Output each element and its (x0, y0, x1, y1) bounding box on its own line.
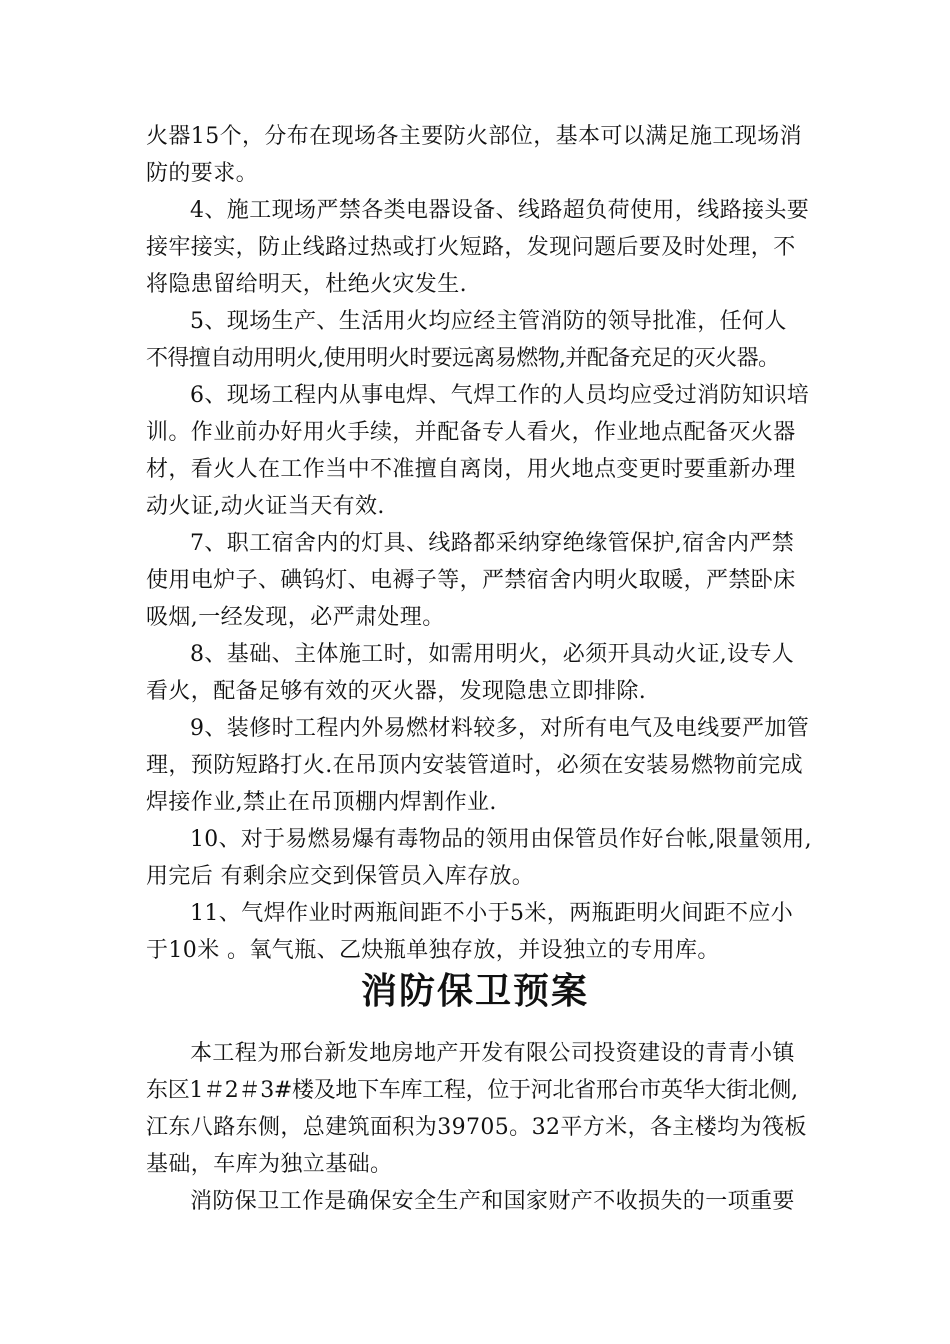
text-line-16: 看火，配备足够有效的灭火器，发现隐患立即排除. (146, 679, 647, 704)
text-line-2: 防的要求。 (146, 161, 259, 186)
text-line-1: 火器15个，分布在现场各主要防火部位，基本可以满足施工现场消 (146, 124, 802, 149)
text-line-9: 训。作业前办好用火手续，并配备专人看火，作业地点配备灭火器 (146, 420, 796, 445)
text-line-11: 动火证,动火证当天有效. (146, 494, 385, 519)
text-line-8: 6、现场工程内从事电焊、气焊工作的人员均应受过消防知识培 (190, 383, 810, 408)
text-line-19: 焊接作业,禁止在吊顶棚内焊割作业. (146, 790, 497, 815)
text-line-12: 7、职工宿舍内的灯具、线路都采纳穿绝缘管保护,宿舍内严禁 (190, 531, 795, 556)
text-line-20: 10、对于易燃易爆有毒物品的领用由保管员作好台帐,限量领用, (190, 827, 812, 852)
text-line-5: 将隐患留给明天，杜绝火灾发生. (146, 272, 467, 297)
section-heading: 消防保卫预案 (360, 971, 589, 1012)
text-line-13: 使用电炉子、碘钨灯、电褥子等，严禁宿舍内明火取暖，严禁卧床 (146, 568, 796, 593)
text-line-4: 接牢接实，防止线路过热或打火短路，发现问题后要及时处理，不 (146, 235, 796, 260)
text-line-14: 吸烟,一经发现，必严肃处理。 (146, 605, 445, 630)
text-line-27: 基础，车库为独立基础。 (146, 1152, 393, 1177)
text-line-22: 11、气焊作业时两瓶间距不小于5米，两瓶距明火间距不应小 (190, 901, 794, 926)
text-line-6: 5、现场生产、生活用火均应经主管消防的领导批准，任何人 (190, 309, 787, 334)
text-line-24: 本工程为邢台新发地房地产开发有限公司投资建设的青青小镇 (190, 1041, 795, 1066)
text-line-21: 用完后 有剩余应交到保管员入库存放。 (146, 864, 535, 889)
text-line-3: 4、施工现场严禁各类电器设备、线路超负荷使用，线路接头要 (190, 198, 810, 223)
text-line-18: 理，预防短路打火.在吊顶内安装管道时，必须在安装易燃物前完成 (146, 753, 803, 778)
text-line-26: 江东八路东侧，总建筑面积为39705。32平方米，各主楼均为筏板 (146, 1115, 807, 1140)
text-line-25: 东区1＃2＃3#楼及地下车库工程，位于河北省邢台市英华大街北侧, (146, 1078, 798, 1103)
text-line-7: 不得擅自动用明火,使用明火时要远离易燃物,并配备充足的灭火器。 (146, 346, 780, 371)
text-line-15: 8、基础、主体施工时，如需用明火，必须开具动火证,设专人 (190, 642, 795, 667)
text-line-28: 消防保卫工作是确保安全生产和国家财产不收损失的一项重要 (190, 1189, 795, 1214)
text-line-10: 材，看火人在工作当中不准擅自离岗，用火地点变更时要重新办理 (146, 457, 796, 482)
text-line-23: 于10米 。氧气瓶、乙炔瓶单独存放，并设独立的专用库。 (146, 938, 720, 963)
text-line-17: 9、装修时工程内外易燃材料较多，对所有电气及电线要严加管 (190, 716, 810, 741)
